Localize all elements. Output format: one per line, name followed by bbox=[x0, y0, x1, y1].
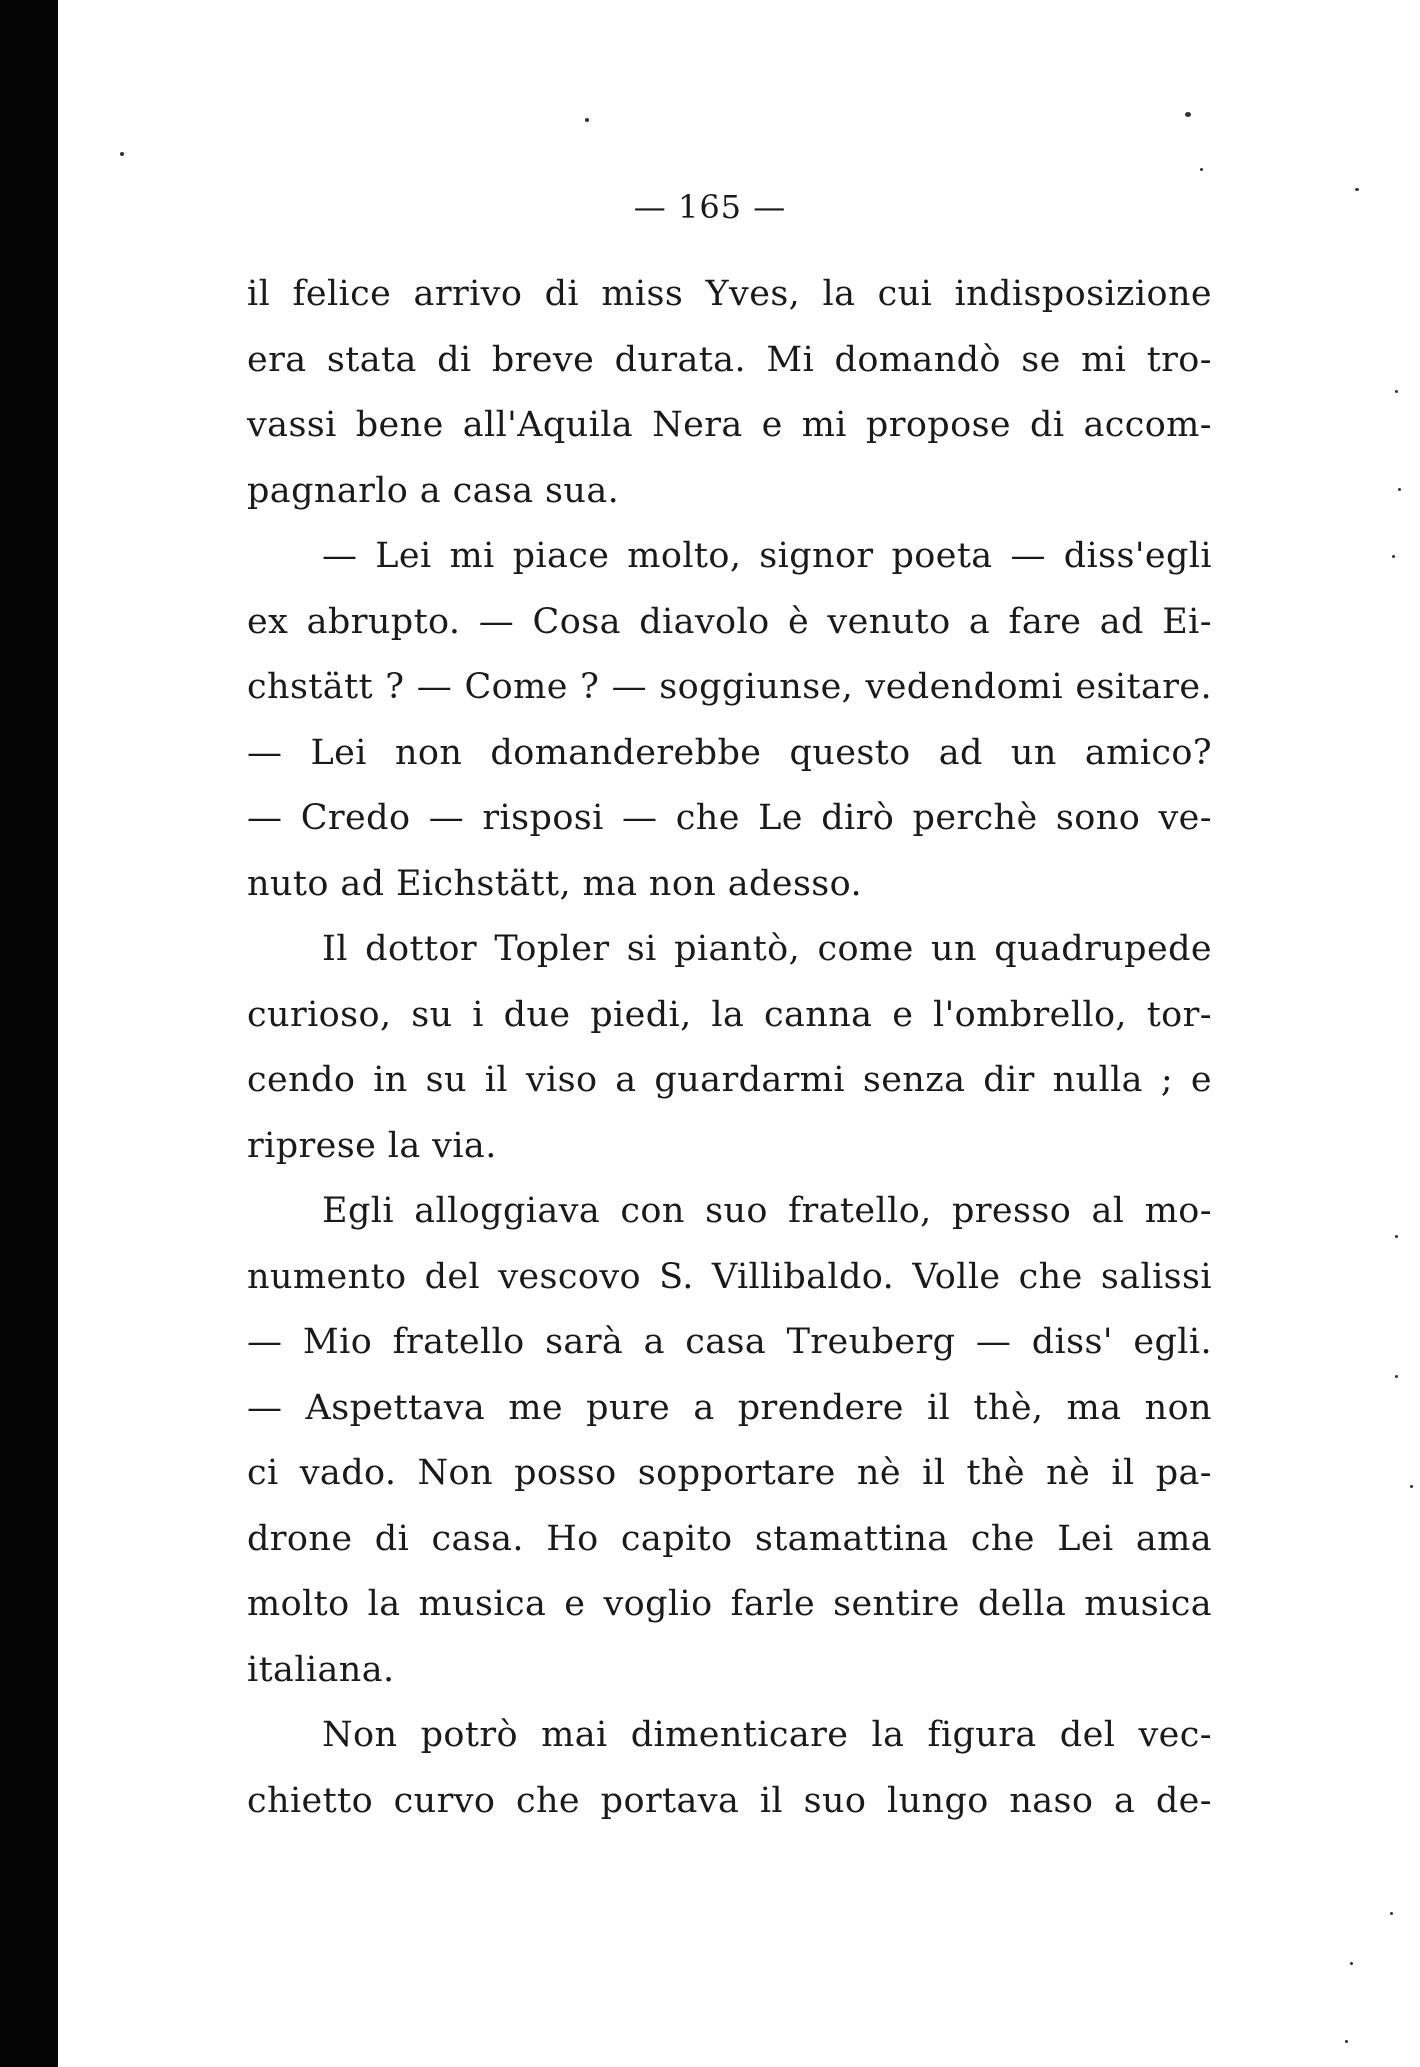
text-line: drone di casa. Ho capito stamattina che Lei ama bbox=[247, 1518, 1212, 1559]
text-line: — Mio fratello sarà a casa Treuberg — diss' egli. bbox=[247, 1322, 1212, 1362]
text-line: italiana. bbox=[247, 1649, 395, 1690]
scan-speck bbox=[120, 152, 124, 156]
text-line: — Credo — risposi — che Le dirò perchè sono ve- bbox=[247, 798, 1212, 838]
scan-speck bbox=[1395, 1375, 1398, 1378]
scan-speck bbox=[1200, 168, 1203, 171]
text-line: ex abrupto. — Cosa diavolo è venuto a fare ad Ei- bbox=[247, 601, 1212, 642]
scan-speck bbox=[1398, 488, 1401, 491]
scan-speck bbox=[1185, 112, 1191, 117]
book-spine-shadow bbox=[0, 0, 58, 2067]
text-line: era stata di breve durata. Mi domandò se mi tro- bbox=[247, 339, 1212, 380]
scan-speck bbox=[1395, 1235, 1398, 1238]
text-line: pagnarlo a casa sua. bbox=[247, 470, 620, 511]
scan-speck bbox=[1390, 1912, 1393, 1915]
scan-speck bbox=[1395, 390, 1398, 393]
text-line: curioso, su i due piedi, la canna e l'ombrello, tor- bbox=[247, 994, 1212, 1035]
text-line: — Lei non domanderebbe questo ad un amico? bbox=[247, 732, 1212, 773]
text-line: numento del vescovo S. Villibaldo. Volle che salissi bbox=[247, 1256, 1212, 1297]
text-line: riprese la via. bbox=[247, 1125, 497, 1166]
text-line: — Lei mi piace molto, signor poeta — diss'egli bbox=[322, 536, 1212, 576]
text-line: Non potrò mai dimenticare la figura del vec- bbox=[322, 1715, 1212, 1755]
text-line: cendo in su il viso a guardarmi senza dir nulla ; e bbox=[247, 1060, 1212, 1100]
text-line: il felice arrivo di miss Yves, la cui indisposizione bbox=[247, 274, 1212, 314]
text-line: — Aspettava me pure a prendere il thè, ma non bbox=[247, 1387, 1212, 1428]
scan-speck bbox=[1350, 1962, 1353, 1965]
scan-speck bbox=[1345, 2040, 1348, 2043]
scan-speck bbox=[585, 118, 589, 122]
text-line: molto la musica e voglio farle sentire della musica bbox=[247, 1584, 1212, 1624]
text-line: nuto ad Eichstätt, ma non adesso. bbox=[247, 863, 863, 904]
text-line: Il dottor Topler si piantò, come un quadrupede bbox=[322, 929, 1212, 969]
text-line: chstätt ? — Come ? — soggiunse, vedendomi esitare. bbox=[247, 667, 1212, 707]
text-line: chietto curvo che portava il suo lungo naso a de- bbox=[247, 1780, 1212, 1821]
text-line: Egli alloggiava con suo fratello, presso al mo- bbox=[322, 1191, 1212, 1231]
text-line: vassi bene all'Aquila Nera e mi propose di accom- bbox=[247, 405, 1212, 445]
body-text bbox=[247, 262, 1212, 1834]
page-number: — 165 — bbox=[633, 188, 787, 226]
text-line: ci vado. Non posso sopportare nè il thè nè il pa- bbox=[247, 1453, 1212, 1493]
scan-speck bbox=[1410, 1485, 1413, 1488]
scan-speck bbox=[1392, 555, 1395, 558]
